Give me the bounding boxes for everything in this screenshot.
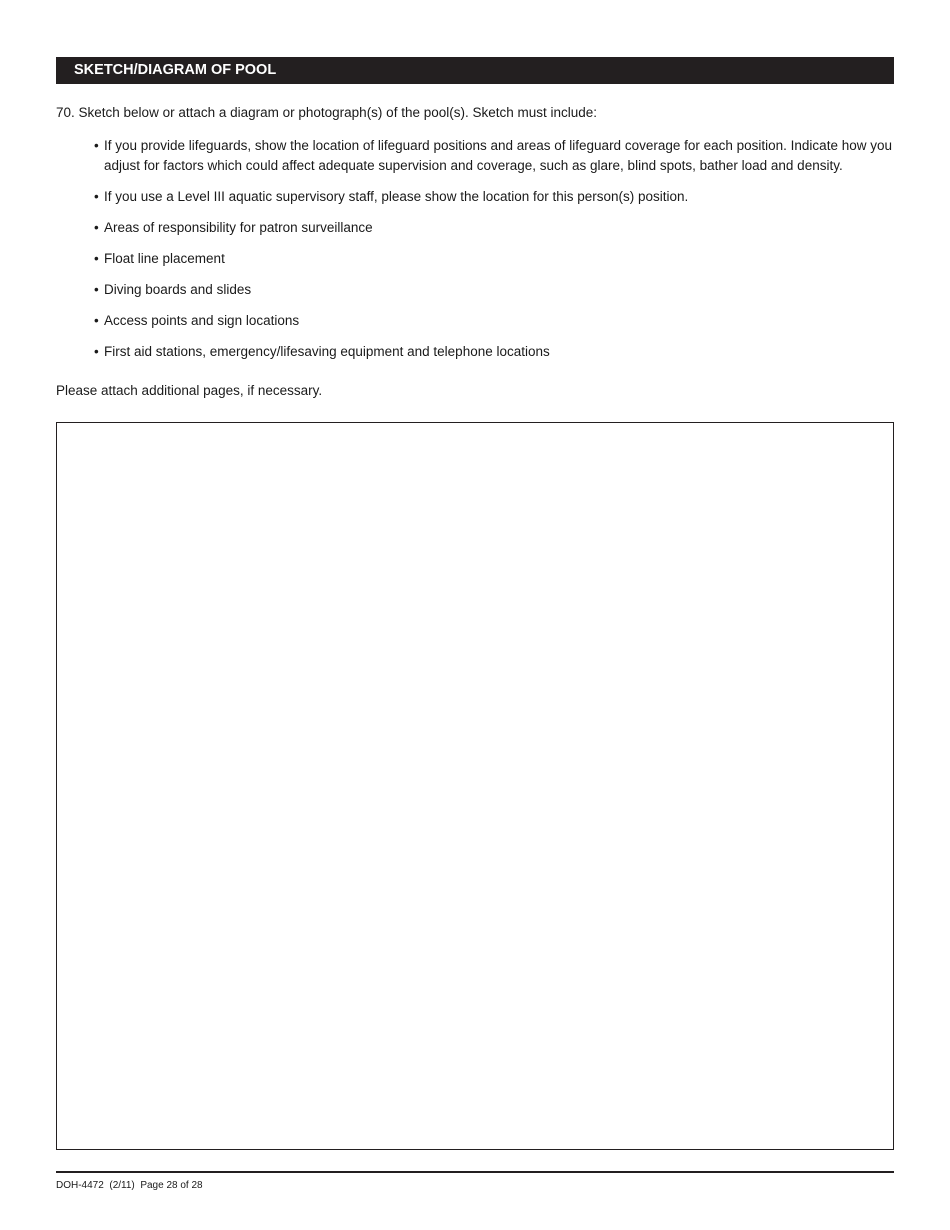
sketch-drawing-area[interactable] [56,422,894,1150]
list-item-text: If you provide lifeguards, show the location of lifeguard positions and areas of lifeguard coverage for each position. Indicate how you adjust for factors which could affect adequate supervision and coverage, such as glare, blind spots, bather load and density. [104,138,892,173]
section-title: SKETCH/DIAGRAM OF POOL [74,62,277,78]
page-footer [56,1180,203,1192]
form-revision: (2/11) [109,1180,135,1191]
bullet-icon: • [94,138,99,153]
list-item [94,342,894,362]
page-number: Page 28 of 28 [140,1180,203,1191]
bullet-icon: • [94,282,99,297]
list-item-text: If you use a Level III aquatic supervisory staff, please show the location for this person(s) position. [104,189,689,204]
list-item [94,311,894,331]
list-item [94,187,894,207]
bullet-icon: • [94,220,99,235]
list-item [94,249,894,269]
bullet-icon: • [94,313,99,328]
list-item-text: First aid stations, emergency/lifesaving equipment and telephone locations [104,344,550,359]
list-item-text: Access points and sign locations [104,313,300,328]
list-item [94,136,894,176]
list-item [94,280,894,300]
list-item-text: Float line placement [104,251,225,266]
bullet-icon: • [94,344,99,359]
question-70-text: 70. Sketch below or attach a diagram or photograph(s) of the pool(s). Sketch must include: [56,105,598,120]
footer-divider [56,1171,894,1173]
bullet-icon: • [94,189,99,204]
bullet-icon: • [94,251,99,266]
form-id: DOH-4472 [56,1180,104,1191]
section-header [56,57,894,84]
attach-pages-note: Please attach additional pages, if necessary. [56,383,323,398]
list-item-text: Areas of responsibility for patron surveillance [104,220,373,235]
requirements-list [94,136,894,373]
list-item [94,218,894,238]
list-item-text: Diving boards and slides [104,282,252,297]
